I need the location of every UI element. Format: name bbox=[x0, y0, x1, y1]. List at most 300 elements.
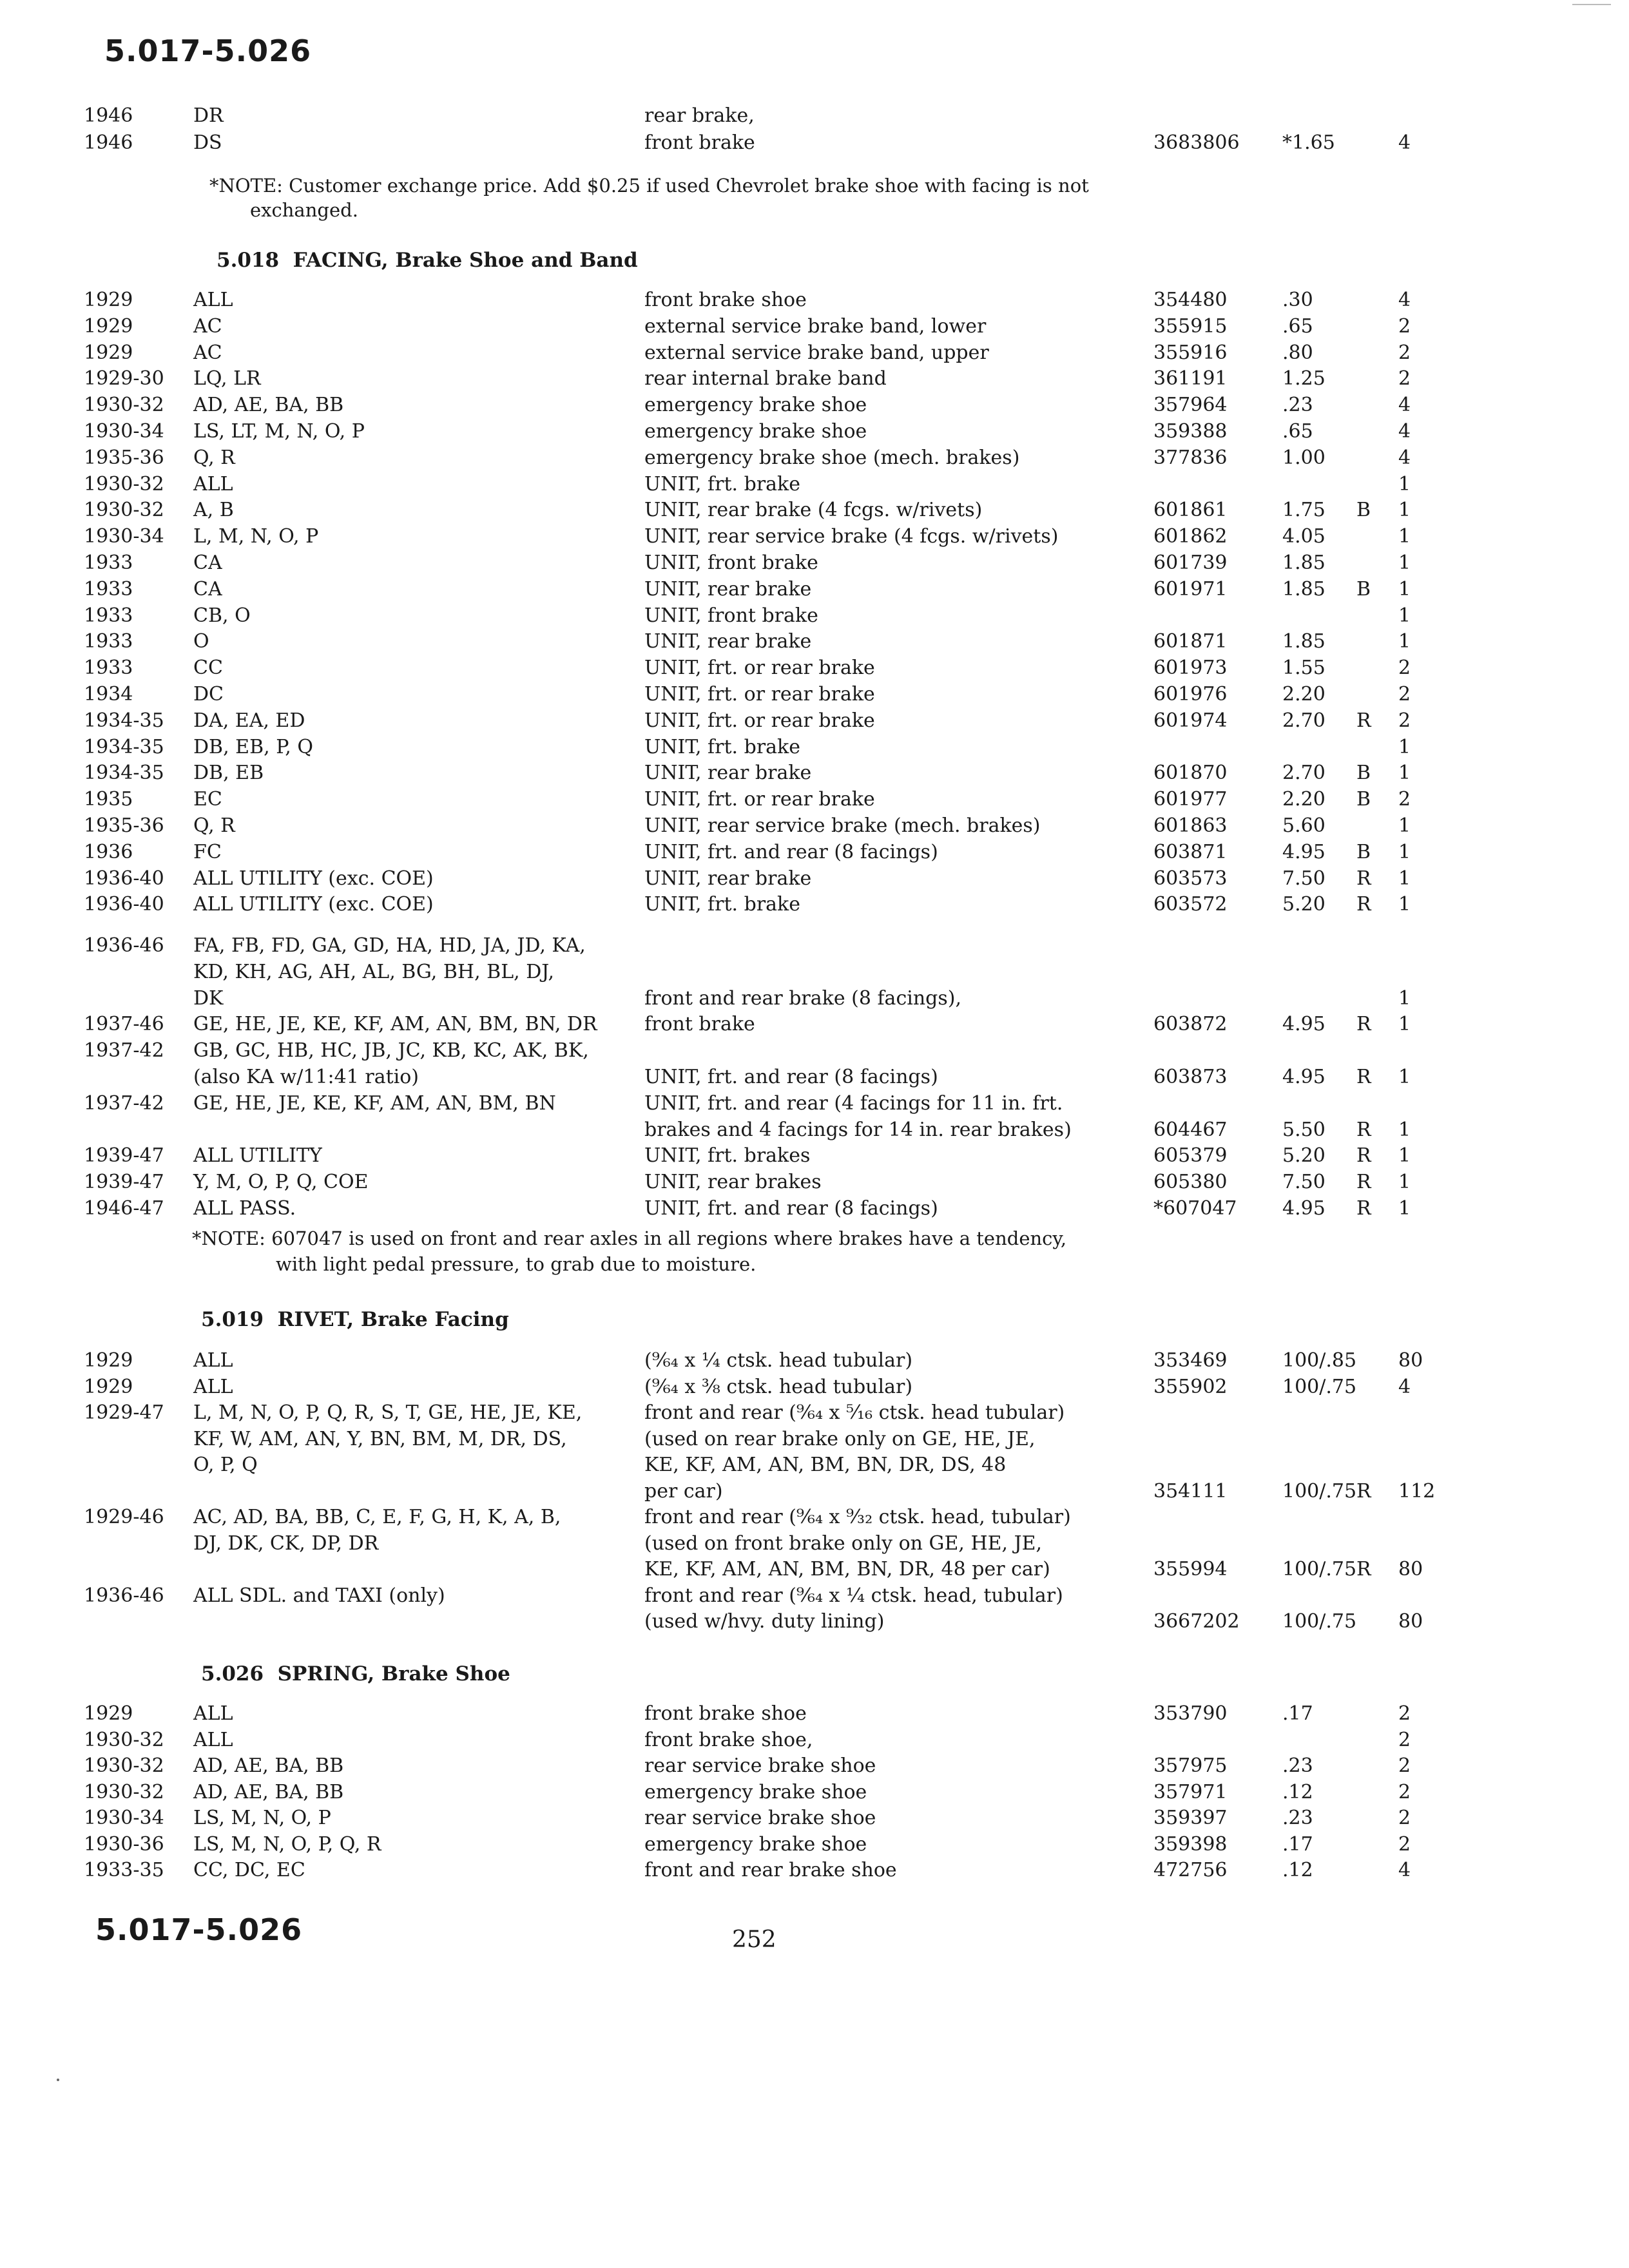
quantity-cell: 2 bbox=[1398, 1754, 1411, 1777]
year-cell: 1937-42 bbox=[84, 1039, 164, 1062]
description-cell: (⁹⁄₆₄ x ⅜ ctsk. head tubular) bbox=[644, 1375, 913, 1398]
price-cell: 100/.75 bbox=[1282, 1610, 1357, 1633]
price-cell: 7.50 bbox=[1282, 867, 1325, 890]
year-cell: 1934-35 bbox=[84, 709, 164, 732]
quantity-cell: 1 bbox=[1398, 814, 1411, 837]
description-cell: UNIT, frt. or rear brake bbox=[644, 657, 875, 680]
table-row bbox=[0, 1805, 1629, 1831]
description-cell: UNIT, rear brake bbox=[644, 762, 812, 785]
year-cell: 1929 bbox=[84, 314, 133, 338]
description-cell: front brake shoe, bbox=[644, 1728, 813, 1751]
quantity-cell: 1 bbox=[1398, 1171, 1411, 1194]
quantity-cell: 4 bbox=[1398, 394, 1411, 417]
year-cell: 1929 bbox=[84, 1702, 133, 1725]
quantity-cell: 2 bbox=[1398, 683, 1411, 706]
part-number-cell: 601871 bbox=[1153, 630, 1228, 653]
part-number-cell: 357975 bbox=[1153, 1754, 1228, 1777]
description-cell: rear brake, bbox=[644, 104, 755, 127]
top-note-line1: *NOTE: Customer exchange price. Add $0.25 if used Chevrolet brake shoe with facing is not bbox=[209, 175, 1089, 197]
part-number-cell: 603573 bbox=[1153, 867, 1228, 890]
quantity-cell: 2 bbox=[1398, 657, 1411, 680]
model-cell: ALL UTILITY bbox=[193, 1144, 322, 1168]
description-cell: rear internal brake band bbox=[644, 367, 887, 390]
section-title-rivet bbox=[201, 1308, 509, 1331]
year-cell: 1946 bbox=[84, 131, 133, 154]
facing-note-line2: with light pedal pressure, to grab due to moisture. bbox=[276, 1253, 757, 1275]
description-cell: emergency brake shoe bbox=[644, 394, 867, 417]
price-cell: 2.70 bbox=[1282, 762, 1325, 785]
quantity-cell: 1 bbox=[1398, 1066, 1411, 1088]
model-cell: CC bbox=[193, 657, 223, 680]
part-number-cell: 603871 bbox=[1153, 840, 1228, 863]
part-number-cell: 359397 bbox=[1153, 1807, 1228, 1829]
year-cell: 1934-35 bbox=[84, 762, 164, 785]
year-cell: 1929 bbox=[84, 341, 133, 364]
table-row bbox=[0, 1504, 1629, 1530]
model-cell: AC bbox=[193, 314, 222, 338]
quantity-cell: 1 bbox=[1398, 1144, 1411, 1168]
model-cell: LS, LT, M, N, O, P bbox=[193, 420, 365, 443]
quantity-cell: 4 bbox=[1398, 1859, 1411, 1881]
year-cell: 1936 bbox=[84, 840, 133, 863]
quantity-cell: 112 bbox=[1398, 1479, 1436, 1503]
year-cell: 1937-46 bbox=[84, 1013, 164, 1036]
part-number-cell: 359388 bbox=[1153, 420, 1228, 443]
quantity-cell: 2 bbox=[1398, 367, 1411, 390]
quantity-cell: 1 bbox=[1398, 630, 1411, 653]
quantity-cell: 1 bbox=[1398, 867, 1411, 890]
quantity-cell: 1 bbox=[1398, 762, 1411, 785]
table-row bbox=[0, 1858, 1629, 1883]
model-cell: CB, O bbox=[193, 604, 251, 627]
description-cell: front and rear (⁹⁄₆₄ x ¼ ctsk. head, tubular) bbox=[644, 1584, 1063, 1607]
description-cell: UNIT, frt. and rear (8 facings) bbox=[644, 840, 938, 863]
model-cell: KD, KH, AG, AH, AL, BG, BH, BL, DJ, bbox=[193, 960, 555, 983]
model-cell: DK bbox=[193, 986, 224, 1010]
description-cell: KE, KF, AM, AN, BM, BN, DR, DS, 48 bbox=[644, 1454, 1007, 1476]
table-row bbox=[0, 603, 1629, 629]
year-cell: 1939-47 bbox=[84, 1144, 164, 1168]
description-cell: UNIT, frt. brake bbox=[644, 893, 800, 916]
price-cell: 5.20 bbox=[1282, 893, 1325, 916]
top-note-line2: exchanged. bbox=[250, 199, 358, 221]
description-cell: UNIT, rear service brake (4 fcgs. w/rivets) bbox=[644, 525, 1059, 548]
quantity-cell: 1 bbox=[1398, 1197, 1411, 1220]
table-row bbox=[0, 760, 1629, 786]
part-number-cell: 354480 bbox=[1153, 289, 1228, 311]
model-cell: FA, FB, FD, GA, GD, HA, HD, JA, JD, KA, bbox=[193, 934, 586, 957]
quantity-cell: 1 bbox=[1398, 552, 1411, 574]
code-cell: R bbox=[1356, 1558, 1371, 1581]
table-row bbox=[0, 1583, 1629, 1609]
table-row bbox=[0, 1832, 1629, 1858]
model-cell: O bbox=[193, 630, 209, 653]
year-cell: 1935-36 bbox=[84, 814, 164, 837]
year-cell: 1930-36 bbox=[84, 1832, 164, 1856]
description-cell: (used w/hvy. duty lining) bbox=[644, 1610, 885, 1633]
quantity-cell: 2 bbox=[1398, 1807, 1411, 1829]
table-row bbox=[0, 813, 1629, 839]
description-cell: UNIT, rear brakes bbox=[644, 1171, 822, 1194]
price-cell: .12 bbox=[1282, 1859, 1313, 1881]
year-cell: 1929-30 bbox=[84, 367, 164, 390]
description-cell: UNIT, frt. or rear brake bbox=[644, 709, 875, 732]
part-number-cell: 601973 bbox=[1153, 657, 1228, 680]
year-cell: 1946-47 bbox=[84, 1197, 164, 1220]
table-row bbox=[0, 708, 1629, 734]
table-row bbox=[0, 472, 1629, 497]
part-number-cell: 601870 bbox=[1153, 762, 1228, 785]
price-cell: 4.95 bbox=[1282, 1066, 1325, 1088]
part-number-cell: 353469 bbox=[1153, 1349, 1228, 1372]
model-cell: DC bbox=[193, 683, 224, 706]
year-cell: 1929 bbox=[84, 1375, 133, 1398]
description-cell: front and rear (⁹⁄₆₄ x ⁹⁄₃₂ ctsk. head, tubular) bbox=[644, 1506, 1071, 1528]
table-row bbox=[0, 892, 1629, 918]
description-cell: emergency brake shoe bbox=[644, 1780, 867, 1803]
part-number-cell: 601976 bbox=[1153, 683, 1228, 706]
price-cell: 2.70 bbox=[1282, 709, 1325, 732]
model-cell: DS bbox=[193, 131, 222, 154]
year-cell: 1929-46 bbox=[84, 1506, 164, 1528]
description-cell: brakes and 4 facings for 14 in. rear brakes) bbox=[644, 1118, 1072, 1141]
table-row bbox=[0, 1064, 1629, 1090]
model-cell: (also KA w/11:41 ratio) bbox=[193, 1066, 419, 1088]
table-row bbox=[0, 340, 1629, 366]
code-cell: R bbox=[1356, 1066, 1371, 1088]
description-cell: front and rear brake shoe bbox=[644, 1859, 897, 1881]
model-cell: AD, AE, BA, BB bbox=[193, 1780, 344, 1803]
model-cell: AD, AE, BA, BB bbox=[193, 1754, 344, 1777]
model-cell: DA, EA, ED bbox=[193, 709, 305, 732]
table-row bbox=[0, 1427, 1629, 1452]
part-number-cell: 357964 bbox=[1153, 394, 1228, 417]
description-cell: UNIT, frt. and rear (8 facings) bbox=[644, 1066, 938, 1088]
description-cell: per car) bbox=[644, 1479, 723, 1503]
section-name: SPRING, Brake Shoe bbox=[277, 1662, 510, 1686]
price-cell: .65 bbox=[1282, 314, 1313, 338]
table-row bbox=[0, 735, 1629, 760]
code-cell: B bbox=[1356, 577, 1371, 601]
part-number-cell: 357971 bbox=[1153, 1780, 1228, 1803]
quantity-cell: 1 bbox=[1398, 1013, 1411, 1036]
quantity-cell: 4 bbox=[1398, 420, 1411, 443]
price-cell: 1.85 bbox=[1282, 577, 1325, 601]
description-cell: front brake bbox=[644, 1013, 755, 1036]
model-cell: CC, DC, EC bbox=[193, 1859, 305, 1881]
table-row bbox=[0, 103, 1629, 129]
table-row bbox=[0, 1531, 1629, 1557]
price-cell: .30 bbox=[1282, 289, 1313, 311]
quantity-cell: 1 bbox=[1398, 604, 1411, 627]
part-number-cell: 605379 bbox=[1153, 1144, 1228, 1168]
description-cell: (used on rear brake only on GE, HE, JE, bbox=[644, 1427, 1036, 1450]
code-cell: R bbox=[1356, 1197, 1371, 1220]
description-cell: front brake shoe bbox=[644, 289, 807, 311]
description-cell: UNIT, frt. and rear (8 facings) bbox=[644, 1197, 938, 1220]
price-cell: 4.95 bbox=[1282, 1013, 1325, 1036]
model-cell: ALL PASS. bbox=[193, 1197, 296, 1220]
quantity-cell: 1 bbox=[1398, 1118, 1411, 1141]
paper-speck bbox=[57, 2079, 59, 2081]
code-cell: B bbox=[1356, 788, 1371, 811]
quantity-cell: 1 bbox=[1398, 893, 1411, 916]
price-cell: 5.60 bbox=[1282, 814, 1325, 837]
description-cell: front and rear (⁹⁄₆₄ x ⁵⁄₁₆ ctsk. head tubular) bbox=[644, 1401, 1065, 1424]
table-row bbox=[0, 866, 1629, 892]
table-row bbox=[0, 787, 1629, 812]
year-cell: 1930-34 bbox=[84, 420, 164, 443]
section-title-facing bbox=[217, 249, 638, 272]
year-cell: 1929 bbox=[84, 289, 133, 311]
year-cell: 1930-32 bbox=[84, 394, 164, 417]
part-number-cell: 601739 bbox=[1153, 552, 1228, 574]
model-cell: LQ, LR bbox=[193, 367, 261, 390]
model-cell: ALL bbox=[193, 472, 233, 495]
model-cell: AD, AE, BA, BB bbox=[193, 394, 344, 417]
description-cell: UNIT, rear brake (4 fcgs. w/rivets) bbox=[644, 499, 983, 522]
quantity-cell: 80 bbox=[1398, 1610, 1423, 1633]
model-cell: DB, EB, P, Q bbox=[193, 735, 313, 758]
year-cell: 1936-40 bbox=[84, 867, 164, 890]
quantity-cell: 1 bbox=[1398, 577, 1411, 601]
year-cell: 1929-47 bbox=[84, 1401, 164, 1424]
code-cell: B bbox=[1356, 499, 1371, 522]
facing-note-line1: *NOTE: 607047 is used on front and rear axles in all regions where brakes have a tendency, bbox=[192, 1227, 1067, 1249]
price-cell: 5.50 bbox=[1282, 1118, 1325, 1141]
quantity-cell: 1 bbox=[1398, 499, 1411, 522]
section-title-spring bbox=[201, 1662, 510, 1686]
year-cell: 1939-47 bbox=[84, 1171, 164, 1194]
description-cell: emergency brake shoe bbox=[644, 1832, 867, 1856]
year-cell: 1933-35 bbox=[84, 1859, 164, 1881]
model-cell: ALL bbox=[193, 1702, 233, 1725]
model-cell: Q, R bbox=[193, 446, 235, 469]
model-cell: LS, M, N, O, P bbox=[193, 1807, 331, 1829]
code-cell: B bbox=[1356, 840, 1371, 863]
description-cell: front brake bbox=[644, 131, 755, 154]
code-cell: R bbox=[1356, 1171, 1371, 1194]
table-row bbox=[0, 1012, 1629, 1037]
table-row bbox=[0, 1091, 1629, 1117]
table-row bbox=[0, 550, 1629, 576]
year-cell: 1930-34 bbox=[84, 525, 164, 548]
description-cell: UNIT, rear brake bbox=[644, 577, 812, 601]
quantity-cell: 1 bbox=[1398, 472, 1411, 495]
year-cell: 1935 bbox=[84, 788, 133, 811]
table-row bbox=[0, 1609, 1629, 1635]
code-cell: B bbox=[1356, 762, 1371, 785]
model-cell: O, P, Q bbox=[193, 1454, 258, 1476]
price-cell: 100/.75 bbox=[1282, 1479, 1357, 1503]
price-cell: 1.55 bbox=[1282, 657, 1325, 680]
code-cell: R bbox=[1356, 893, 1371, 916]
description-cell: external service brake band, lower bbox=[644, 314, 987, 338]
price-cell: 100/.75 bbox=[1282, 1558, 1357, 1581]
table-row bbox=[0, 1348, 1629, 1374]
description-cell: UNIT, front brake bbox=[644, 604, 818, 627]
part-number-cell: 355916 bbox=[1153, 341, 1228, 364]
model-cell: ALL bbox=[193, 289, 233, 311]
price-cell: 4.05 bbox=[1282, 525, 1325, 548]
quantity-cell: 1 bbox=[1398, 735, 1411, 758]
price-cell: 1.75 bbox=[1282, 499, 1325, 522]
part-number-cell: 3667202 bbox=[1153, 1610, 1240, 1633]
price-cell: 4.95 bbox=[1282, 1197, 1325, 1220]
description-cell: UNIT, rear service brake (mech. brakes) bbox=[644, 814, 1041, 837]
model-cell: GE, HE, JE, KE, KF, AM, AN, BM, BN, DR bbox=[193, 1013, 597, 1036]
table-row bbox=[0, 840, 1629, 865]
year-cell: 1937-42 bbox=[84, 1091, 164, 1115]
table-row bbox=[0, 366, 1629, 392]
model-cell: ALL UTILITY (exc. COE) bbox=[193, 867, 434, 890]
part-number-cell: 354111 bbox=[1153, 1479, 1228, 1503]
table-row bbox=[0, 1780, 1629, 1805]
quantity-cell: 80 bbox=[1398, 1349, 1423, 1372]
year-cell: 1936-40 bbox=[84, 893, 164, 916]
part-number-cell: 355915 bbox=[1153, 314, 1228, 338]
table-row bbox=[0, 445, 1629, 471]
page-number: 252 bbox=[732, 1927, 776, 1953]
quantity-cell: 2 bbox=[1398, 314, 1411, 338]
description-cell: external service brake band, upper bbox=[644, 341, 989, 364]
model-cell: LS, M, N, O, P, Q, R bbox=[193, 1832, 381, 1856]
table-row bbox=[0, 1727, 1629, 1753]
table-row bbox=[0, 1753, 1629, 1779]
price-cell: 4.95 bbox=[1282, 840, 1325, 863]
price-cell: .17 bbox=[1282, 1702, 1313, 1725]
model-cell: Q, R bbox=[193, 814, 235, 837]
code-cell: R bbox=[1356, 709, 1371, 732]
table-row bbox=[0, 655, 1629, 681]
model-cell: L, M, N, O, P, Q, R, S, T, GE, HE, JE, KE, bbox=[193, 1401, 583, 1424]
price-cell: 100/.85 bbox=[1282, 1349, 1357, 1372]
quantity-cell: 2 bbox=[1398, 788, 1411, 811]
part-number-cell: 355902 bbox=[1153, 1375, 1228, 1398]
year-cell: 1930-32 bbox=[84, 1728, 164, 1751]
model-cell: CA bbox=[193, 552, 222, 574]
description-cell: emergency brake shoe bbox=[644, 420, 867, 443]
part-number-cell: 603872 bbox=[1153, 1013, 1228, 1036]
table-row bbox=[0, 682, 1629, 707]
table-row bbox=[0, 1701, 1629, 1727]
quantity-cell: 1 bbox=[1398, 986, 1411, 1010]
description-cell: UNIT, rear brake bbox=[644, 630, 812, 653]
price-cell: 100/.75 bbox=[1282, 1375, 1357, 1398]
price-cell: .23 bbox=[1282, 1807, 1313, 1829]
year-cell: 1933 bbox=[84, 630, 133, 653]
section-number: 5.019 bbox=[201, 1308, 264, 1331]
quantity-cell: 4 bbox=[1398, 131, 1411, 154]
year-cell: 1930-34 bbox=[84, 1807, 164, 1829]
section-name: FACING, Brake Shoe and Band bbox=[293, 249, 638, 272]
part-number-cell: 603873 bbox=[1153, 1066, 1228, 1088]
year-cell: 1933 bbox=[84, 577, 133, 601]
part-number-cell: 472756 bbox=[1153, 1859, 1228, 1881]
table-row bbox=[0, 1479, 1629, 1504]
table-row bbox=[0, 419, 1629, 445]
table-row bbox=[0, 577, 1629, 602]
quantity-cell: 80 bbox=[1398, 1558, 1423, 1581]
table-row bbox=[0, 314, 1629, 340]
description-cell: UNIT, frt. and rear (4 facings for 11 in. frt. bbox=[644, 1091, 1063, 1115]
year-cell: 1936-46 bbox=[84, 934, 164, 957]
description-cell: rear service brake shoe bbox=[644, 1807, 876, 1829]
year-cell: 1930-32 bbox=[84, 499, 164, 522]
table-row bbox=[0, 1374, 1629, 1400]
part-number-cell: 377836 bbox=[1153, 446, 1228, 469]
year-cell: 1930-32 bbox=[84, 1780, 164, 1803]
table-row bbox=[0, 1143, 1629, 1169]
price-cell: .12 bbox=[1282, 1780, 1313, 1803]
description-cell: UNIT, frt. or rear brake bbox=[644, 683, 875, 706]
edge-mark bbox=[1572, 4, 1611, 5]
price-cell: .23 bbox=[1282, 394, 1313, 417]
description-cell: UNIT, frt. or rear brake bbox=[644, 788, 875, 811]
table-row bbox=[0, 1038, 1629, 1064]
model-cell: ALL bbox=[193, 1349, 233, 1372]
code-cell: R bbox=[1356, 1479, 1371, 1503]
description-cell: (used on front brake only on GE, HE, JE, bbox=[644, 1532, 1043, 1555]
table-row bbox=[0, 1196, 1629, 1222]
quantity-cell: 2 bbox=[1398, 1702, 1411, 1725]
model-cell: ALL UTILITY (exc. COE) bbox=[193, 893, 434, 916]
description-cell: front and rear brake (8 facings), bbox=[644, 986, 961, 1010]
year-cell: 1934 bbox=[84, 683, 133, 706]
table-row bbox=[0, 933, 1629, 959]
part-number-cell: 601861 bbox=[1153, 499, 1228, 522]
table-row bbox=[0, 524, 1629, 550]
model-cell: EC bbox=[193, 788, 222, 811]
description-cell: UNIT, frt. brake bbox=[644, 472, 800, 495]
part-number-cell: 603572 bbox=[1153, 893, 1228, 916]
model-cell: CA bbox=[193, 577, 222, 601]
quantity-cell: 4 bbox=[1398, 1375, 1411, 1398]
part-number-cell: *607047 bbox=[1153, 1197, 1237, 1220]
table-row bbox=[0, 1169, 1629, 1195]
model-cell: GB, GC, HB, HC, JB, JC, KB, KC, AK, BK, bbox=[193, 1039, 589, 1062]
price-cell: .17 bbox=[1282, 1832, 1313, 1856]
price-cell: 1.85 bbox=[1282, 552, 1325, 574]
price-cell: 1.85 bbox=[1282, 630, 1325, 653]
part-number-cell: 601863 bbox=[1153, 814, 1228, 837]
code-cell: R bbox=[1356, 1013, 1371, 1036]
model-cell: KF, W, AM, AN, Y, BN, BM, M, DR, DS, bbox=[193, 1427, 567, 1450]
price-cell: 2.20 bbox=[1282, 683, 1325, 706]
year-cell: 1930-32 bbox=[84, 472, 164, 495]
year-cell: 1946 bbox=[84, 104, 133, 127]
price-cell: .23 bbox=[1282, 1754, 1313, 1777]
code-cell: R bbox=[1356, 867, 1371, 890]
quantity-cell: 2 bbox=[1398, 709, 1411, 732]
part-number-cell: 601974 bbox=[1153, 709, 1228, 732]
table-row bbox=[0, 287, 1629, 313]
price-cell: .65 bbox=[1282, 420, 1313, 443]
year-cell: 1929 bbox=[84, 1349, 133, 1372]
part-number-cell: 601862 bbox=[1153, 525, 1228, 548]
table-row bbox=[0, 392, 1629, 418]
description-cell: UNIT, front brake bbox=[644, 552, 818, 574]
year-cell: 1936-46 bbox=[84, 1584, 164, 1607]
model-cell: ALL bbox=[193, 1728, 233, 1751]
year-cell: 1933 bbox=[84, 552, 133, 574]
description-cell: (⁹⁄₆₄ x ¼ ctsk. head tubular) bbox=[644, 1349, 913, 1372]
model-cell: ALL bbox=[193, 1375, 233, 1398]
description-cell: front brake shoe bbox=[644, 1702, 807, 1725]
quantity-cell: 4 bbox=[1398, 446, 1411, 469]
price-cell: *1.65 bbox=[1282, 131, 1335, 154]
table-row bbox=[0, 1400, 1629, 1426]
